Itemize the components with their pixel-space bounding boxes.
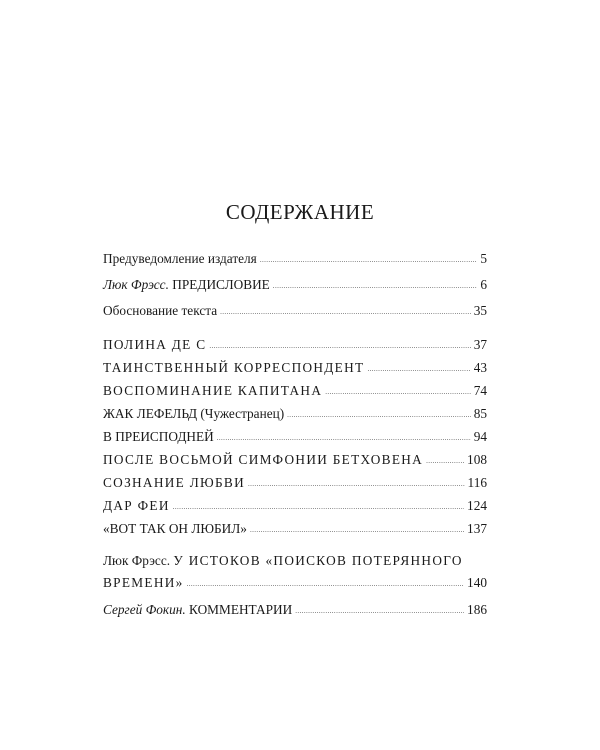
entry-page: 43 (473, 360, 487, 375)
entry-page: 108 (467, 452, 487, 467)
entry-page: 116 (467, 475, 487, 490)
entry-title: ВОСПОМИНАНИЕ КАПИТАНА (103, 383, 323, 398)
dot-leader (250, 519, 464, 541)
entry-title: ДАР ФЕИ (103, 498, 170, 513)
dot-leader (367, 358, 470, 380)
toc-entry (103, 334, 487, 356)
toc-title: СОДЕРЖАНИЕ (225, 200, 375, 224)
entry-title-continued: ВРЕМЕНИ» (103, 575, 184, 590)
entry-title: «ВОТ ТАК ОН ЛЮБИЛ» (103, 521, 247, 536)
entry-title: СОЗНАНИЕ ЛЮБВИ (103, 475, 245, 490)
entry-title: Обоснование текста (103, 303, 218, 318)
dot-leader (273, 275, 478, 297)
entry-author: Люк Фрэсс. (103, 277, 169, 292)
toc-entry (103, 403, 487, 425)
dot-leader (260, 249, 478, 271)
entry-title: КОММЕНТАРИИ (189, 602, 293, 617)
entry-title: Предуведомление издателя (103, 251, 257, 266)
dot-leader (295, 600, 464, 622)
dot-leader (187, 573, 464, 595)
entry-title: ПРЕДИСЛОВИЕ (172, 277, 270, 292)
toc-entry (103, 599, 487, 621)
entry-title: В ПРЕИСПОДНЕЙ (103, 429, 214, 444)
toc-entry (103, 380, 487, 402)
entry-page: 37 (473, 337, 487, 352)
dot-leader (173, 496, 464, 518)
entry-author: Люк Фрэсс. (103, 553, 171, 568)
entry-title: ПОСЛЕ ВОСЬМОЙ СИМФОНИИ БЕТХОВЕНА (103, 452, 424, 467)
entry-page: 137 (467, 521, 487, 536)
toc-entry-line1 (103, 550, 487, 572)
entry-page: 124 (467, 498, 487, 513)
toc-entry (103, 572, 487, 594)
dot-leader (217, 427, 471, 449)
dot-leader (426, 450, 464, 472)
entry-page: 74 (473, 383, 487, 398)
toc-entry (103, 274, 487, 296)
toc-entry (103, 300, 487, 322)
toc-entry (103, 248, 487, 270)
toc-entry (103, 495, 487, 517)
entry-title: У ИСТОКОВ «ПОИСКОВ ПОТЕРЯННОГО (173, 553, 463, 568)
dot-leader (220, 301, 471, 323)
entry-page: 140 (467, 575, 487, 590)
entry-page: 6 (480, 277, 487, 292)
entry-page: 94 (473, 429, 487, 444)
entry-title: ЖАК ЛЕФЕЛЬД (Чужестранец) (103, 406, 285, 421)
toc-entry (103, 426, 487, 448)
entry-page: 5 (480, 251, 487, 266)
dot-leader (325, 381, 470, 403)
entry-page: 85 (473, 406, 487, 421)
entry-title: ПОЛИНА ДЕ С (103, 337, 207, 352)
entry-title: ТАИНСТВЕННЫЙ КОРРЕСПОНДЕНТ (103, 360, 365, 375)
toc-entry (103, 449, 487, 471)
entry-page: 35 (473, 303, 487, 318)
dot-leader (209, 335, 470, 357)
entry-page: 186 (467, 602, 487, 617)
toc-entry (103, 472, 487, 494)
toc-entry (103, 518, 487, 540)
toc-entry (103, 357, 487, 379)
dot-leader (248, 473, 465, 495)
entry-author: Сергей Фокин. (103, 602, 186, 617)
dot-leader (287, 404, 471, 426)
